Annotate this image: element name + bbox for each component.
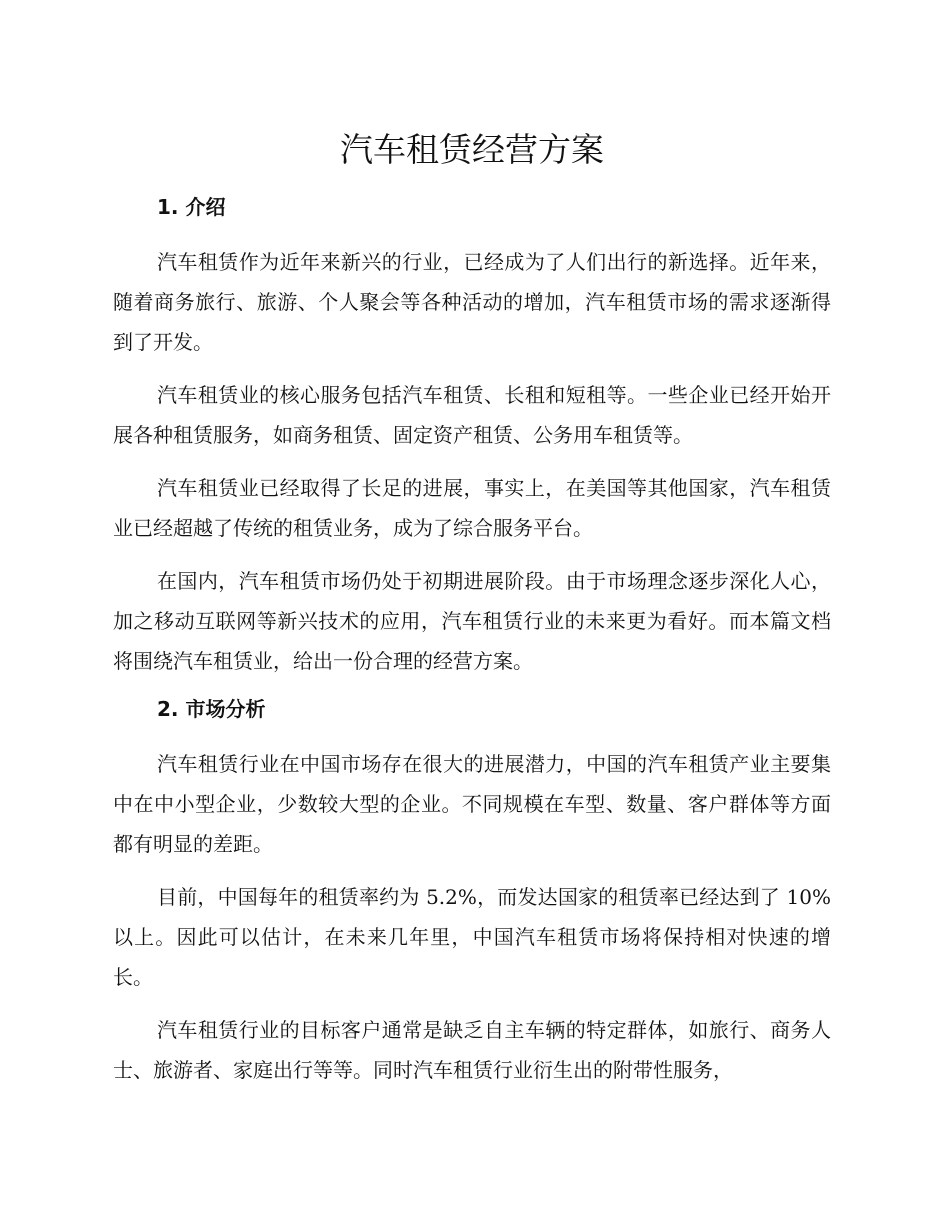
paragraph: 在国内，汽车租赁市场仍处于初期进展阶段。由于市场理念逐步深化人心，加之移动互联网等新兴技术的应用，汽车租赁行业的未来更为看好。而本篇文档将围绕汽车租赁业，给出一份合理的经营方案。 (113, 569, 831, 673)
paragraph: 目前，中国每年的租赁率约为 5.2%，而发达国家的租赁率已经达到了 10%以上。因此可以估计，在未来几年里，中国汽车租赁市场将保持相对快速的增长。 (113, 885, 831, 989)
document-title: 汽车租赁经营方案 (340, 130, 604, 169)
paragraph: 汽车租赁业已经取得了长足的进展，事实上，在美国等其他国家，汽车租赁业已经超越了传统的租赁业务，成为了综合服务平台。 (113, 476, 831, 540)
section-heading: 1. 介绍 (157, 195, 226, 219)
paragraph: 汽车租赁行业在中国市场存在很大的进展潜力，中国的汽车租赁产业主要集中在中小型企业，少数较大型的企业。不同规模在车型、数量、客户群体等方面都有明显的差距。 (113, 752, 831, 856)
paragraph: 汽车租赁业的核心服务包括汽车租赁、长租和短租等。一些企业已经开始开展各种租赁服务，如商务租赁、固定资产租赁、公务用车租赁等。 (113, 383, 831, 447)
document-body (113, 128, 831, 1103)
paragraph: 汽车租赁作为近年来新兴的行业，已经成为了人们出行的新选择。近年来，随着商务旅行、旅游、个人聚会等各种活动的增加，汽车租赁市场的需求逐渐得到了开发。 (113, 250, 831, 354)
section-heading: 2. 市场分析 (157, 697, 266, 721)
section-introduction (113, 192, 831, 681)
section-market-analysis (113, 694, 831, 1090)
paragraph: 汽车租赁行业的目标客户通常是缺乏自主车辆的特定群体，如旅行、商务人士、旅游者、家庭出行等等。同时汽车租赁行业衍生出的附带性服务， (113, 1018, 831, 1082)
